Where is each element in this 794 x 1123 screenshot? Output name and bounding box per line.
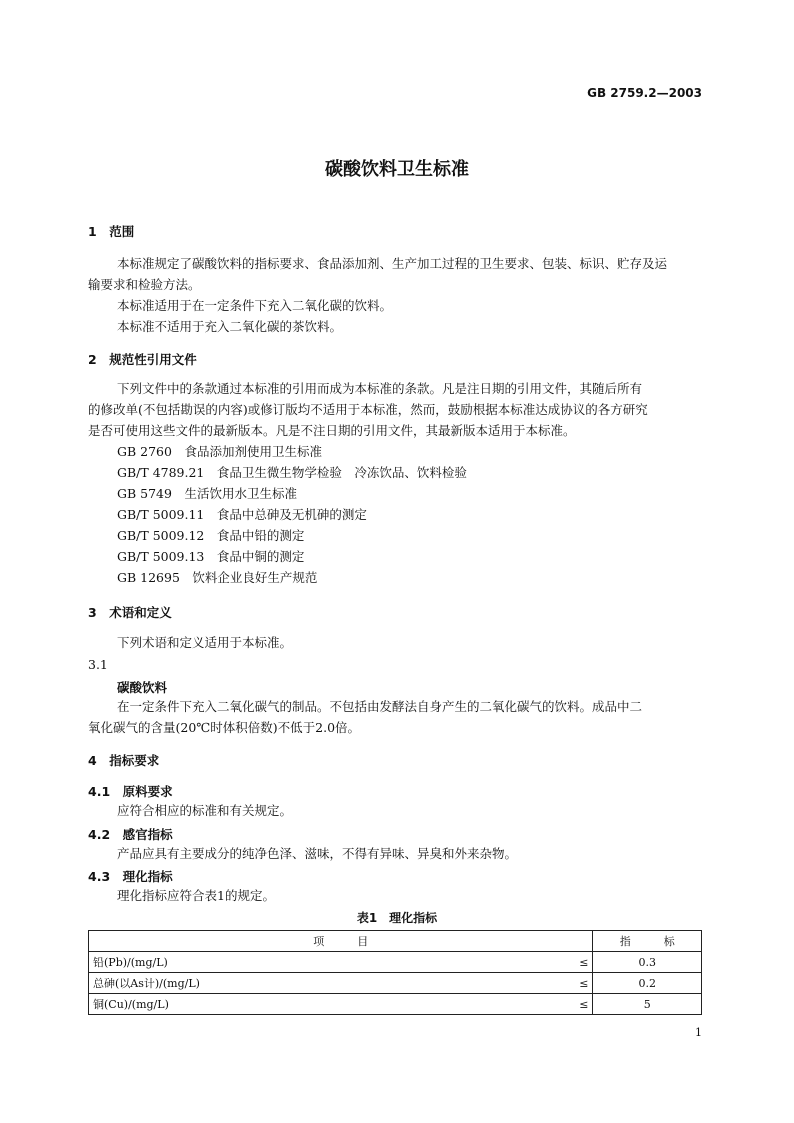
term-name: 碳酸饮料 [117,680,168,695]
table-caption: 表1 理化指标 [356,911,438,925]
page-number: 1 [695,1026,702,1039]
standard-number: GB 2759.2—2003 [587,86,702,100]
paragraph-line: 是否可使用这些文件的最新版本。凡是不注日期的引用文件，其最新版本适用于本标准。 [88,423,576,438]
column-header-value: 指 标 [593,931,702,952]
paragraph-line: 氧化碳气的含量(20℃时体积倍数)不低于2.0倍。 [88,720,361,735]
paragraph-line: 在一定条件下充入二氧化碳气的制品。不包括由发酵法自身产生的二氧化碳气的饮料。成品中二 [117,699,643,714]
table-row [89,973,702,994]
reference-item: GB/T 5009.11 食品中总砷及无机砷的测定 [117,507,367,522]
reference-item: GB 12695 饮料企业良好生产规范 [117,570,318,585]
reference-item: GB/T 4789.21 食品卫生微生物学检验 冷冻饮品、饮料检验 [117,465,467,480]
operator-cell: ≤ [564,994,593,1015]
paragraph-line: 本标准规定了碳酸饮料的指标要求、食品添加剂、生产加工过程的卫生要求、包装、标识、贮存及运 [117,256,668,271]
item-cell: 铜(Cu)/(mg/L) [89,994,565,1015]
column-header-item: 项 目 [89,931,593,952]
value-cell: 5 [593,994,702,1015]
operator-cell: ≤ [564,973,593,994]
clause-number: 3.1 [88,657,108,672]
item-cell: 铅(Pb)/(mg/L) [89,952,565,973]
section-3-heading: 3 术语和定义 [88,605,172,620]
section-2-heading: 2 规范性引用文件 [88,352,197,367]
paragraph-line: 理化指标应符合表1的规定。 [117,888,275,903]
paragraph-line: 应符合相应的标准和有关规定。 [117,803,293,818]
subsection-4-1-heading: 4.1 原料要求 [88,784,173,799]
table-header-row [89,931,702,952]
paragraph-line: 的修改单(不包括勘误的内容)或修订版均不适用于本标准，然而，鼓励根据本标准达成协议的各方研究 [88,402,648,417]
subsection-4-2-heading: 4.2 感官指标 [88,827,173,842]
subsection-4-3-heading: 4.3 理化指标 [88,869,173,884]
value-cell: 0.2 [593,973,702,994]
operator-cell: ≤ [564,952,593,973]
table-row [89,994,702,1015]
reference-item: GB/T 5009.12 食品中铅的测定 [117,528,305,543]
paragraph-line: 下列文件中的条款通过本标准的引用而成为本标准的条款。凡是注日期的引用文件，其随后所有 [117,381,643,396]
physicochemical-table [88,930,702,1015]
reference-item: GB 2760 食品添加剂使用卫生标准 [117,444,322,459]
table-row [89,952,702,973]
section-1-heading: 1 范围 [88,224,135,239]
item-cell: 总砷(以As计)/(mg/L) [89,973,565,994]
paragraph-line: 本标准不适用于充入二氧化碳的茶饮料。 [117,319,343,334]
reference-item: GB 5749 生活饮用水卫生标准 [117,486,297,501]
paragraph-line: 产品应具有主要成分的纯净色泽、滋味，不得有异味、异臭和外来杂物。 [117,846,518,861]
section-4-heading: 4 指标要求 [88,753,160,768]
paragraph-line: 下列术语和定义适用于本标准。 [117,635,293,650]
paragraph-line: 输要求和检验方法。 [88,277,201,292]
value-cell: 0.3 [593,952,702,973]
paragraph-line: 本标准适用于在一定条件下充入二氧化碳的饮料。 [117,298,393,313]
reference-item: GB/T 5009.13 食品中铜的测定 [117,549,305,564]
document-title: 碳酸饮料卫生标准 [325,159,469,180]
